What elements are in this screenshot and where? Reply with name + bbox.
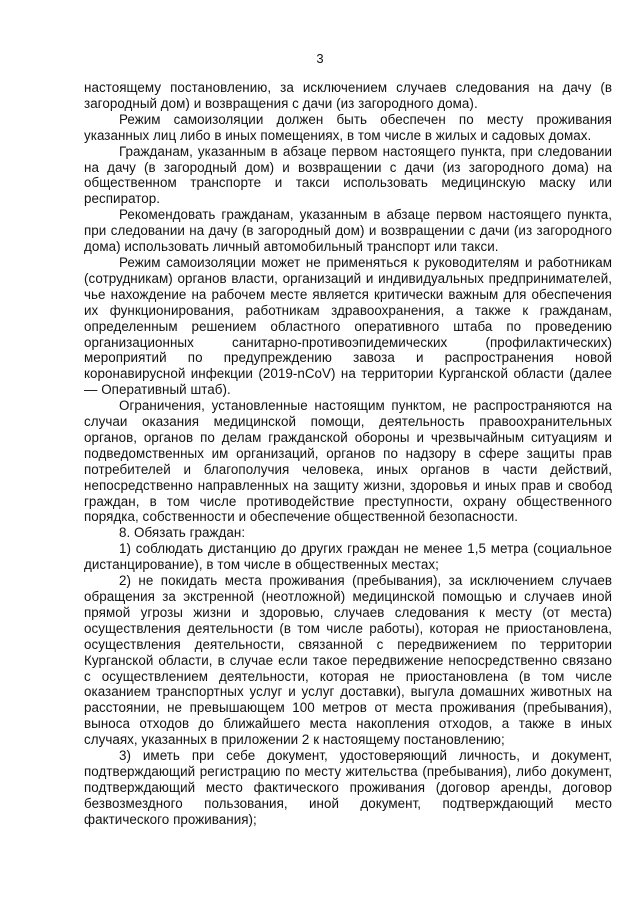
document-body	[84, 80, 612, 828]
paragraph-self-isolation-place: Режим самоизоляции должен быть обеспечен по месту проживания указанных лиц либо в иных помещениях, в том числе в жилых и садовых домах.	[84, 111, 612, 143]
list-item-3: 3) иметь при себе документ, удостоверяющий личность, и документ, подтверждающий регистрацию по месту жительства (пребывания), либо документ, подтверждающий место фактического проживания (договор аренды, договор безвозмездного пользования, иной документ, подтверждающий место фактического проживания);	[84, 748, 612, 827]
list-item-2: 2) не покидать места проживания (пребывания), за исключением случаев обращения за экстренной (неотложной) медицинской помощью и случаев иной прямой угрозы жизни и здоровью, случаев следования к месту (от места) осуществления деятельности (в том числе работы), которая не приостановлена, осуществления деятельности, связанной с передвижением по территории Курганской области, в случае если такое передвижение непосредственно связано с осуществлением деятельности, которая не приостановлена (в том числе оказанием транспортных услуг и услуг доставки), выгула домашних животных на расстоянии, не превышающем 100 метров от места проживания (пребывания), выноса отходов до ближайшего места накопления отходов, а также в иных случаях, указанных в приложении 2 к настоящему постановлению;	[84, 573, 612, 748]
page-number: 3	[316, 51, 324, 66]
list-item-1: 1) соблюдать дистанцию до других граждан не менее 1,5 метра (социальное дистанцирование), в том числе в общественных местах;	[84, 541, 612, 573]
paragraph-self-isolation-exemptions: Режим самоизоляции может не применяться к руководителям и работникам (сотрудникам) органов власти, организаций и индивидуальных предпринимателей, чье нахождение на рабочем месте является критически важным для обеспечения их функционирования, работникам здравоохранения, а также к гражданам, определенным решением областного оперативного штаба по проведению организационных санитарно-противоэпидемических (профилактических) мероприятий по предупреждению завоза и распространения новой коронавирусной инфекции (2019-nCoV) на территории Курганской области (далее — Оперативный штаб).	[84, 254, 612, 398]
paragraph-personal-transport: Рекомендовать гражданам, указанным в абзаце первом настоящего пункта, при следовании на дачу (в загородный дом) и возвращении с дачи (из загородного дома) использовать личный автомобильный транспорт или такси.	[84, 207, 612, 255]
paragraph-mask-requirement: Гражданам, указанным в абзаце первом настоящего пункта, при следовании на дачу (в загородный дом) и возвращении с дачи (из загородного дома) на общественном транспорте и такси использовать медицинскую маску или респиратор.	[84, 143, 612, 207]
paragraph-continuation: настоящему постановлению, за исключением случаев следования на дачу (в загородный дом) и возвращения с дачи (из загородного дома).	[84, 80, 612, 111]
paragraph-restriction-exceptions: Ограничения, установленные настоящим пунктом, не распространяются на случаи оказания медицинской помощи, деятельность правоохранительных органов, органов по делам гражданской обороны и чрезвычайным ситуациям и подведомственных им организаций, органов по надзору в сфере защиты прав потребителей и благополучия человека, иных органов в части действий, непосредственно направленных на защиту жизни, здоровья и иных прав и свобод граждан, в том числе противодействие преступности, охрану общественного порядка, собственности и обеспечение общественной безопасности.	[84, 398, 612, 525]
section-8-heading: 8. Обязать граждан:	[119, 525, 246, 541]
